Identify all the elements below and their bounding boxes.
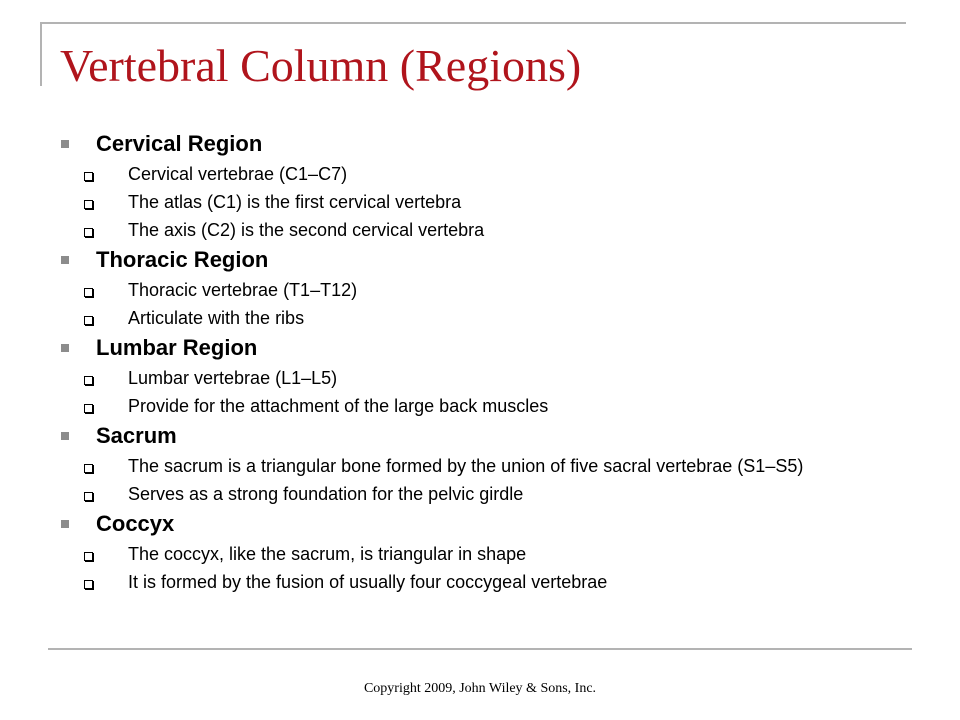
hollow-square-bullet-icon	[84, 552, 93, 561]
hollow-square-bullet-icon	[84, 580, 93, 589]
list-item	[58, 568, 878, 596]
section-label: Thoracic Region	[96, 247, 269, 272]
list-item-text: Lumbar vertebrae (L1–L5)	[128, 368, 338, 388]
list-item-text: The sacrum is a triangular bone formed by the union of five sacral vertebrae (S1–S5)	[128, 456, 804, 476]
hollow-square-bullet-icon	[84, 376, 93, 385]
hollow-square-bullet-icon	[84, 172, 93, 181]
section-cervical-region	[58, 128, 878, 244]
sub-list	[58, 276, 878, 332]
bullet-list	[58, 128, 878, 596]
list-item-text: Cervical vertebrae (C1–C7)	[128, 164, 348, 184]
list-item	[58, 304, 878, 332]
list-item-text: The atlas (C1) is the first cervical vertebra	[128, 192, 462, 212]
section-label: Sacrum	[96, 423, 177, 448]
frame-bottom-line	[48, 648, 912, 650]
section-heading	[58, 244, 878, 276]
list-item	[58, 188, 878, 216]
section-label: Coccyx	[96, 511, 175, 536]
frame-left-line	[40, 22, 42, 86]
sub-list	[58, 160, 878, 244]
section-sacrum	[58, 420, 878, 508]
sub-list	[58, 540, 878, 596]
list-item-text: It is formed by the fusion of usually four coccygeal vertebrae	[128, 572, 608, 592]
hollow-square-bullet-icon	[84, 288, 93, 297]
section-heading	[58, 128, 878, 160]
list-item-text: Serves as a strong foundation for the pelvic girdle	[128, 484, 524, 504]
list-item	[58, 364, 878, 392]
list-item-text: Provide for the attachment of the large back muscles	[128, 396, 549, 416]
hollow-square-bullet-icon	[84, 316, 93, 325]
list-item-text: The axis (C2) is the second cervical vertebra	[128, 220, 485, 240]
square-bullet-icon	[61, 432, 69, 440]
square-bullet-icon	[61, 344, 69, 352]
list-item	[58, 452, 878, 480]
frame-top-line	[40, 22, 906, 24]
list-item	[58, 392, 878, 420]
list-item	[58, 276, 878, 304]
section-heading	[58, 332, 878, 364]
list-item	[58, 216, 878, 244]
hollow-square-bullet-icon	[84, 492, 93, 501]
list-item-text: The coccyx, like the sacrum, is triangular in shape	[128, 544, 527, 564]
sub-list	[58, 364, 878, 420]
hollow-square-bullet-icon	[84, 228, 93, 237]
hollow-square-bullet-icon	[84, 464, 93, 473]
section-thoracic-region	[58, 244, 878, 332]
section-heading	[58, 508, 878, 540]
square-bullet-icon	[61, 256, 69, 264]
slide-title: Vertebral Column (Regions)	[60, 40, 582, 91]
list-item-text: Articulate with the ribs	[128, 308, 305, 328]
section-label: Cervical Region	[96, 131, 263, 156]
square-bullet-icon	[61, 520, 69, 528]
section-coccyx	[58, 508, 878, 596]
hollow-square-bullet-icon	[84, 200, 93, 209]
hollow-square-bullet-icon	[84, 404, 93, 413]
list-item	[58, 540, 878, 568]
square-bullet-icon	[61, 140, 69, 148]
list-item	[58, 480, 878, 508]
copyright-footer: Copyright 2009, John Wiley & Sons, Inc.	[363, 681, 597, 696]
sub-list	[58, 452, 878, 508]
list-item	[58, 160, 878, 188]
list-item-text: Thoracic vertebrae (T1–T12)	[128, 280, 358, 300]
section-heading	[58, 420, 878, 452]
section-label: Lumbar Region	[96, 335, 258, 360]
section-lumbar-region	[58, 332, 878, 420]
